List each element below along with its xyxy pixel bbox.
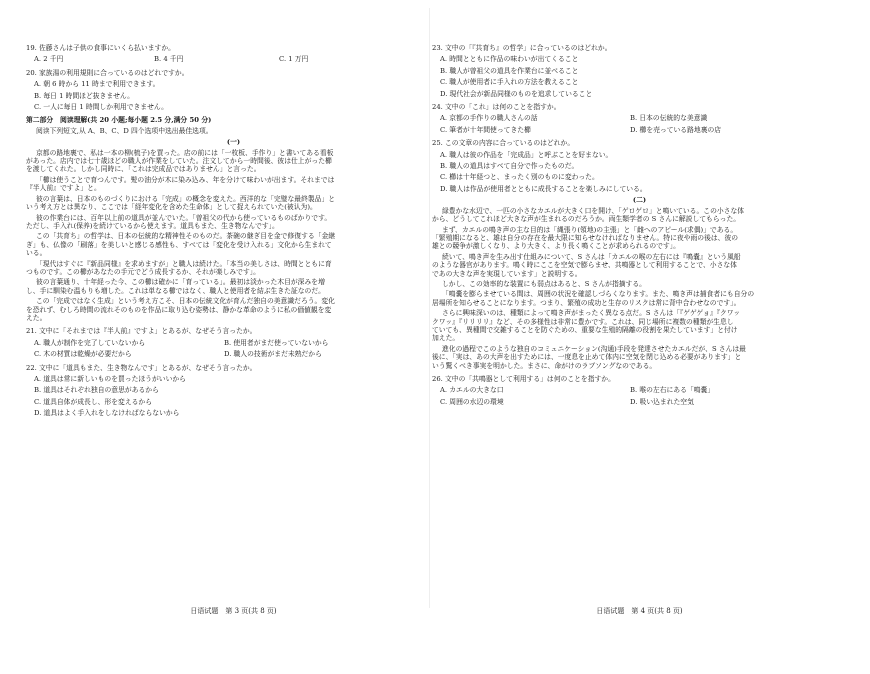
page-footer: 日语试题 第 3 页(共 8 页)	[190, 607, 277, 615]
paragraph-line: この「完成ではなく生成」という考え方こそ、日本の伝統文化が育んだ独自の美意識だろう。変化	[36, 297, 335, 306]
instruction: 阅读下列短文,从 A、B、C、D 四个选项中选出最佳选项。	[36, 126, 213, 135]
question-24-options	[432, 114, 847, 122]
option-a: A. 朝 6 時から 11 時まで利用できます。	[34, 80, 160, 89]
paragraph-line: 雄との競争が激しくなり、より大きく、より長く鳴くことが求められるのです」。	[432, 242, 680, 251]
question-20-stem: 20. 家族湯の利用規則に合っているのはどれですか。	[26, 68, 189, 77]
option-c: C. 道具自体が成長し、形を変えるから	[34, 397, 153, 406]
left-page	[26, 0, 441, 674]
question-26-options	[432, 398, 847, 406]
option-a: A. カエルの大きな口	[440, 386, 504, 395]
option-d: D. 道具はよく手入れをしなければならないから	[34, 409, 180, 418]
option-c: C. 周囲の水辺の環境	[440, 397, 504, 406]
option-c: C. 木の材質は乾燥が必要だから	[34, 350, 132, 359]
paragraph-line: ぎ」も、仏像の「刷落」を美しいと感じる感性も、すべては「変化を受け入れる」文化から生まれて	[26, 240, 332, 249]
question-24-options	[432, 126, 847, 134]
paragraph-line: 後に、「実は、あの大声を出すためには、一度息を止めて体内に空気を閉じ込める必要があります」と	[432, 353, 742, 362]
paragraph-line: つものです。この櫛があなたの手元でどう成長するか、それが楽しみです」。	[26, 267, 260, 276]
question-21-options	[26, 350, 441, 358]
paragraph	[432, 226, 847, 251]
option-b: B. 毎日 1 時間ほど抜きません。	[34, 91, 134, 100]
paragraph	[26, 149, 441, 174]
paragraph-line: えた。	[26, 313, 47, 322]
option-c: C. 1 万円	[279, 55, 309, 64]
paragraph-line: ただし、手入れ(保养)を続けているから使えます。道具もまた、生き物なんです」。	[26, 221, 279, 230]
paragraph	[432, 290, 847, 307]
option-b: B. 4 千円	[154, 55, 184, 64]
option-d: D. 職人の技術がまだ未熟だから	[224, 350, 322, 359]
paragraph-line: この「共育ち」の哲学は、日本の伝統的な精神性そのものだ。茶碗の継ぎ目を金で修復する「金継	[36, 232, 336, 241]
option-c: C. 一人に毎日 1 時間しか利用できません。	[34, 103, 168, 112]
option-c: C. 櫛は十年経つと、まったく別のものに変わった。	[440, 173, 599, 182]
option-a: A. 道具は常に新しいものを買ったほうがいいから	[34, 375, 186, 383]
paragraph-line: のような器官があります。鳴く時にここを空気で膨らませ、共鳴器として利用することで、小さな体	[432, 261, 737, 270]
paragraph-line: 「櫛は使うことで育つんです。髪の油分が木に染み込み、年を分けて味わいが出ます。それまでは	[36, 175, 335, 184]
paragraph	[432, 345, 847, 370]
paragraph	[432, 280, 847, 288]
question-26-stem: 26. 文中の「共鳴器として利用する」は何のことを指すか。	[432, 375, 615, 383]
paragraph-line: いう考え方とは異なり、ここでは「経年変化を含めた生命体」として捉えられていた(被认为)。	[26, 203, 317, 212]
question-26-options	[432, 386, 847, 394]
question-21-options	[26, 339, 441, 347]
paragraph-line: まず、カエルの鳴き声の主な目的は「縄張り(領地)の主張」と「雌へのアピール(求偶)」である。	[442, 225, 738, 234]
option-a: A. 2 千円	[34, 55, 64, 64]
question-21-stem: 21. 文中に「それまでは『半人前』ですよ」とあるが、なぜそう言ったか。	[26, 327, 257, 336]
paragraph-line: 「現代はすぐに『新品同様』を求めますが」と職人は続けた。「本当の美しさは、時間とともに育	[36, 259, 332, 268]
question-19-options	[26, 55, 441, 63]
paragraph-line: し、手に馴染む温もりも増した。これは単なる櫛ではなく、職人と使用者を結ぶ生きた証なのだ。	[26, 286, 325, 295]
paragraph-line: 居場所を知らせることになります。つまり、繁殖の成功と生存のリスクは常に背中合わせなのです」。	[432, 298, 741, 307]
paragraph	[26, 260, 441, 277]
option-b: B. 使用者がまだ使っていないから	[224, 338, 329, 347]
paragraph-line: から、どうしてこれほど大きな声が生まれるのだろうか。両生類学者の S さんに解説してもらった。	[432, 215, 741, 224]
option-d: D. 吸い込まれた空気	[630, 397, 694, 406]
paragraph-line: 加えた。	[432, 334, 460, 343]
paragraph	[26, 214, 441, 231]
question-19-stem: 19. 佐藤さんは子供の食事にいくら払いますか。	[26, 44, 175, 52]
question-23-stem: 23. 文中の「『共育ち』の哲学」に合っているのはどれか。	[432, 44, 612, 52]
option-b: B. 道具はそれぞれ独自の意思があるから	[34, 386, 159, 395]
paragraph-line: 『半人前』ですよ」と。	[26, 184, 101, 193]
paragraph-line: さらに興味深いのは、種類によって鳴き声がまったく異なる点だ。S さんは「『ゲゲゲョ』『クワッ	[442, 309, 740, 318]
option-b: B. 喉の左右にある「鳴嚢」	[630, 386, 715, 395]
question-25-stem: 25. この文章の内容に合っているのはどれか。	[432, 139, 575, 148]
paragraph-line: 続いて、鳴き声を生み出す仕組みについて、S さんは「カエルの喉の左右には『鳴嚢』という風船	[442, 252, 741, 261]
option-c: C. 職人が使用者に手入れの方法を教えること	[440, 78, 579, 87]
paragraph-line: であの大きな声を実現しています」と説明する。	[432, 269, 582, 278]
paragraph	[26, 232, 441, 257]
section-heading: 第二部分 阅读理解(共 20 小题;每小题 2.5 分,满分 50 分)	[26, 116, 212, 125]
passage-title: (一)	[226, 138, 241, 147]
option-a: A. 職人は彼の作品を「完成品」と呼ぶことを好まない。	[440, 150, 613, 159]
paragraph	[26, 297, 441, 322]
paragraph	[26, 195, 441, 212]
paragraph-line: クワッ』『リリリリ』など、その多様性は非常に豊かです。これは、同じ場所に複数の種類が生息し	[432, 317, 734, 326]
option-d: D. 櫛を売っている路地裏の店	[630, 125, 722, 134]
option-b: B. 職人が曾祖父の道具を作業台に並べること	[440, 66, 579, 75]
paragraph-line: 緑豊かな水辺で、一匹の小さなカエルが大きく口を開け、「ゲロゲロ」と鳴いている。この小さな体	[442, 206, 745, 215]
paragraph-line: いう驚くべき事実を明かした。まさに、命がけのラブソングなのである。	[432, 361, 657, 370]
option-b: B. 職人の道具はすべて自分で作ったものだ。	[440, 162, 579, 171]
paragraph	[26, 176, 441, 193]
option-d: D. 現代社会が新品同様のものを追求していること	[440, 89, 593, 98]
paragraph-line: があった。店内では七十歳ほどの職人が作業をしていた。注文してから一時間後、彼は仕上がった櫛	[26, 157, 332, 166]
paragraph-line: ていても、異種間で交雑することを防ぐための、重要な生殖的隔離の役割を果たしています」と付け	[432, 325, 738, 334]
option-c: C. 筆者が十年間使ってきた櫛	[440, 125, 531, 134]
paragraph-line: 進化の過程でこのような独自のコミュニケーション(沟通)手段を発達させたカエルだが、S さんは最	[442, 344, 746, 353]
paragraph-line: 京都の路地裏で、私は一本の柳(梳子)を買った。店の前には「一枚板、手作り」と書いてある看板	[36, 148, 334, 157]
right-page	[432, 0, 847, 674]
paragraph-line: を恐れず、むしろ時間の流れそのものを作品に取り込む姿勢は、静かな革命のように私の価値観を変	[26, 305, 332, 314]
option-b: B. 日本の伝統的な美意識	[630, 114, 708, 123]
paragraph-line: いる。	[26, 249, 47, 258]
paragraph-line: しかし、この効率的な装置にも弱点はあると、S さんが指摘する。	[442, 279, 646, 288]
paragraph-line: 彼の言葉は、日本のものづくりにおける「完成」の概念を変えた。西洋的な「完璧な最終製品」と	[36, 194, 336, 203]
paragraph-line: 彼の言葉通り、十年経った今、この櫛は確かに「育っている」。最初は淡かった木目が深みを増	[36, 278, 325, 287]
paragraph	[432, 309, 847, 343]
option-a: A. 時間とともに作品の味わいが出てくること	[440, 55, 579, 64]
paragraph-line: 「繁殖期になると、雄は自分の存在を最大限に知らせなければなりません。特に夜や雨の後は、彼の	[432, 233, 739, 242]
passage-title: (二)	[632, 196, 647, 205]
question-22-stem: 22. 文中に「道具もまた、生き物なんです」とあるが、なぜそう言ったか。	[26, 363, 257, 372]
option-a: A. 職人が制作を完了していないから	[34, 338, 146, 347]
paragraph	[432, 253, 847, 278]
page-footer: 日语试题 第 4 页(共 8 页)	[596, 607, 683, 615]
paragraph-line: 「鳴嚢を膨らませている間は、周囲の状況を確認しづらくなります。また、鳴き声は捕食者にも自分の	[442, 290, 755, 299]
paragraph	[432, 207, 847, 224]
paragraph-line: を渡してくれた。しかし同時に、「これは完成品ではありません」と言った。	[26, 165, 261, 174]
question-24-stem: 24. 文中の「これ」は何のことを指すか。	[432, 103, 561, 112]
option-a: A. 京都の手作りの職人さんの話	[440, 114, 538, 123]
paragraph-line: 彼の作業台には、百年以上前の道具が並んでいた。「曽祖父の代から使っているものばかりです。	[36, 213, 332, 222]
option-d: D. 職人は作品が使用者とともに成長することを楽しみにしている。	[440, 184, 647, 193]
paragraph	[26, 278, 441, 295]
